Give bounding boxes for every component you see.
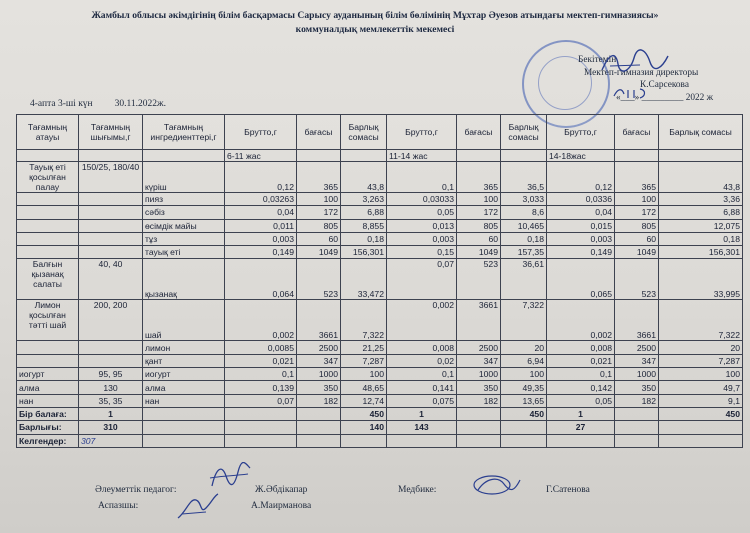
dish-name	[17, 219, 79, 232]
price-1: 805	[297, 219, 341, 232]
ingredient: алма	[143, 381, 225, 394]
price-2: 60	[457, 232, 501, 245]
total-1: 12,74	[341, 394, 387, 407]
total-3: 12,075	[659, 219, 743, 232]
col-price-2: бағасы	[457, 115, 501, 150]
total-2: 7,322	[501, 300, 547, 341]
dish-yield	[79, 206, 143, 219]
dish-name: Балғын қызанақ салаты	[17, 259, 79, 300]
total-2: 49,35	[501, 381, 547, 394]
gross-3: 0,015	[547, 219, 615, 232]
price-1: 347	[297, 354, 341, 367]
total-2: 20	[501, 341, 547, 354]
pedagog-label: Әлеуметтік педагог:	[95, 485, 177, 495]
approval-date: «___» _________ 2022 ж	[616, 92, 714, 103]
gross-3: 0,12	[547, 162, 615, 193]
price-3: 100	[615, 193, 659, 206]
gross-3: 0,0336	[547, 193, 615, 206]
approval-title: Бекітемін	[578, 55, 617, 65]
price-2: 3661	[457, 300, 501, 341]
dish-name: Тауық еті қосылған палау	[17, 162, 79, 193]
pedagog-name: Ж.Әбдікапар	[255, 485, 308, 495]
handwritten-date-icon	[612, 86, 652, 100]
gross-3: 0,021	[547, 354, 615, 367]
dish-yield	[79, 232, 143, 245]
dish-name	[17, 206, 79, 219]
total-3: 156,301	[659, 246, 743, 259]
gross-1: 0,1	[225, 368, 297, 381]
gross-2: 0,1	[387, 368, 457, 381]
col-total-1: Барлық сомасы	[341, 115, 387, 150]
age-group-1: 6-11 жас	[225, 150, 297, 162]
gross-2: 0,1	[387, 162, 457, 193]
approval-position: Мектеп-гимназия директоры	[584, 67, 699, 78]
dish-name	[17, 341, 79, 354]
cook-label: Аспазшы:	[98, 501, 139, 511]
total-2: 10,465	[501, 219, 547, 232]
price-3: 182	[615, 394, 659, 407]
table-row	[17, 300, 743, 341]
price-2: 350	[457, 381, 501, 394]
col-ingredients: Тағамның ингредиенттері,г	[143, 115, 225, 150]
total-3: 7,322	[659, 300, 743, 341]
gross-3: 0,1	[547, 368, 615, 381]
total-1: 100	[341, 368, 387, 381]
total-2: 8,6	[501, 206, 547, 219]
price-3: 350	[615, 381, 659, 394]
price-1: 60	[297, 232, 341, 245]
total-1: 21,25	[341, 341, 387, 354]
dish-yield	[79, 193, 143, 206]
total-2: 36,5	[501, 162, 547, 193]
gross-1: 0,04	[225, 206, 297, 219]
gross-2: 0,03033	[387, 193, 457, 206]
age-group-3: 14-18жас	[547, 150, 615, 162]
dish-name: нан	[17, 394, 79, 407]
table-row	[17, 162, 743, 193]
dish-name	[17, 246, 79, 259]
table-row	[17, 381, 743, 394]
gross-3: 0,04	[547, 206, 615, 219]
price-1: 182	[297, 394, 341, 407]
medic-name: Г.Сатенова	[546, 485, 590, 495]
total-1: 7,287	[341, 354, 387, 367]
per-child-total-1: 450	[341, 407, 387, 420]
price-2: 1049	[457, 246, 501, 259]
price-1: 1049	[297, 246, 341, 259]
col-yield: Тағамның шығымы,г	[79, 115, 143, 150]
gross-3: 0,002	[547, 300, 615, 341]
total-1: 33,472	[341, 259, 387, 300]
gross-1: 0,12	[225, 162, 297, 193]
price-2: 1000	[457, 368, 501, 381]
age-group-2: 11-14 жас	[387, 150, 457, 162]
ingredient: қант	[143, 354, 225, 367]
menu-table-body	[17, 162, 743, 448]
total-2: 100	[501, 368, 547, 381]
gross-2: 0,008	[387, 341, 457, 354]
dish-name	[17, 193, 79, 206]
price-3: 2500	[615, 341, 659, 354]
total-2: 6,94	[501, 354, 547, 367]
total-3: 3,36	[659, 193, 743, 206]
cook-name: А.Маирманова	[251, 501, 312, 511]
per-child-total-2: 450	[501, 407, 547, 420]
count-group-2: 143	[387, 421, 457, 434]
col-total-2: Барлық сомасы	[501, 115, 547, 150]
price-2: 2500	[457, 341, 501, 354]
price-1: 2500	[297, 341, 341, 354]
price-3: 1049	[615, 246, 659, 259]
dish-yield: 150/25, 180/40	[79, 162, 143, 193]
menu-day-line	[30, 99, 166, 109]
dish-yield: 95, 95	[79, 368, 143, 381]
ingredient: лимон	[143, 341, 225, 354]
ingredient: тұз	[143, 232, 225, 245]
col-price-1: бағасы	[297, 115, 341, 150]
price-2: 347	[457, 354, 501, 367]
document-header	[18, 9, 732, 37]
total-3: 20	[659, 341, 743, 354]
total-2: 3,033	[501, 193, 547, 206]
medic-signature-icon	[470, 472, 522, 498]
medic-label: Медбике:	[398, 485, 437, 495]
total-1: 6,88	[341, 206, 387, 219]
col-price-3: бағасы	[615, 115, 659, 150]
total-3: 9,1	[659, 394, 743, 407]
price-3: 365	[615, 162, 659, 193]
total-3: 49,7	[659, 381, 743, 394]
gross-2: 0,003	[387, 232, 457, 245]
gross-1: 0,149	[225, 246, 297, 259]
price-3: 60	[615, 232, 659, 245]
total-1: 48,65	[341, 381, 387, 394]
price-3: 347	[615, 354, 659, 367]
total-3: 43,8	[659, 162, 743, 193]
price-1: 1000	[297, 368, 341, 381]
table-row	[17, 341, 743, 354]
gross-2: 0,07	[387, 259, 457, 300]
gross-1: 0,064	[225, 259, 297, 300]
per-child-group-3: 1	[547, 407, 615, 420]
ingredient: шай	[143, 300, 225, 341]
count-group-3: 27	[547, 421, 615, 434]
dish-yield: 35, 35	[79, 394, 143, 407]
gross-1: 0,03263	[225, 193, 297, 206]
per-child-total-3: 450	[659, 407, 743, 420]
total-2: 0,18	[501, 232, 547, 245]
table-row	[17, 354, 743, 367]
menu-cost-table	[16, 114, 743, 448]
gross-2: 0,075	[387, 394, 457, 407]
total-2: 13,65	[501, 394, 547, 407]
count-row	[17, 421, 743, 434]
gross-3: 0,142	[547, 381, 615, 394]
total-3: 0,18	[659, 232, 743, 245]
price-1: 365	[297, 162, 341, 193]
per-child-group-2: 1	[387, 407, 457, 420]
col-gross-3: Брутто,г	[547, 115, 615, 150]
gross-1: 0,07	[225, 394, 297, 407]
ingredient: қызанақ	[143, 259, 225, 300]
count-label: Барлығы:	[17, 421, 79, 434]
total-3: 7,287	[659, 354, 743, 367]
gross-1: 0,021	[225, 354, 297, 367]
table-header-row	[17, 115, 743, 150]
ingredient: иогурт	[143, 368, 225, 381]
dish-yield	[79, 354, 143, 367]
dish-yield	[79, 246, 143, 259]
col-gross-1: Брутто,г	[225, 115, 297, 150]
table-row	[17, 368, 743, 381]
per-child-row	[17, 407, 743, 420]
price-3: 523	[615, 259, 659, 300]
gross-3: 0,003	[547, 232, 615, 245]
col-total-3: Барлық сомасы	[659, 115, 743, 150]
visitors-value: 307	[79, 434, 143, 447]
gross-2: 0,141	[387, 381, 457, 394]
ingredient: нан	[143, 394, 225, 407]
table-row	[17, 232, 743, 245]
col-gross-2: Брутто,г	[387, 115, 457, 150]
gross-3: 0,05	[547, 394, 615, 407]
price-2: 523	[457, 259, 501, 300]
price-2: 100	[457, 193, 501, 206]
price-1: 523	[297, 259, 341, 300]
table-row	[17, 246, 743, 259]
menu-day-label: 4-апта 3-ші күн	[30, 99, 93, 109]
header-line-2: коммуналдық мемлекеттік мекемесі	[295, 24, 455, 35]
dish-yield: 40, 40	[79, 259, 143, 300]
col-dish: Тағамның атауы	[17, 115, 79, 150]
table-row	[17, 259, 743, 300]
gross-1: 0,011	[225, 219, 297, 232]
gross-1: 0,139	[225, 381, 297, 394]
price-2: 365	[457, 162, 501, 193]
gross-3: 0,008	[547, 341, 615, 354]
price-3: 1000	[615, 368, 659, 381]
gross-1: 0,003	[225, 232, 297, 245]
total-1: 156,301	[341, 246, 387, 259]
visitors-label: Келгендер:	[17, 434, 79, 447]
dish-yield	[79, 219, 143, 232]
ingredient: күріш	[143, 162, 225, 193]
price-1: 172	[297, 206, 341, 219]
total-1: 3,263	[341, 193, 387, 206]
pedagog-signature-icon	[208, 462, 252, 490]
dish-name	[17, 232, 79, 245]
header-line-1: Жамбыл облысы әкімдігінің білім басқармасы Сарысу ауданының білім бөлімінің Мұхтар Әуезов атындағы мектеп-гимназиясы»	[91, 10, 659, 21]
dish-yield: 200, 200	[79, 300, 143, 341]
price-3: 805	[615, 219, 659, 232]
price-3: 3661	[615, 300, 659, 341]
table-row	[17, 219, 743, 232]
price-1: 3661	[297, 300, 341, 341]
gross-1: 0,0085	[225, 341, 297, 354]
per-child-label: Бір балаға:	[17, 407, 79, 420]
dish-name: Лимон қосылған тәтті шай	[17, 300, 79, 341]
cook-signature-icon	[176, 492, 220, 522]
table-row	[17, 193, 743, 206]
count-group-1: 140	[341, 421, 387, 434]
gross-2: 0,013	[387, 219, 457, 232]
total-3: 6,88	[659, 206, 743, 219]
table-row	[17, 206, 743, 219]
gross-2: 0,15	[387, 246, 457, 259]
total-1: 0,18	[341, 232, 387, 245]
ingredient: тауық еті	[143, 246, 225, 259]
ingredient: сәбіз	[143, 206, 225, 219]
price-1: 350	[297, 381, 341, 394]
dish-name	[17, 354, 79, 367]
gross-3: 0,149	[547, 246, 615, 259]
ingredient: өсімдік майы	[143, 219, 225, 232]
gross-2: 0,002	[387, 300, 457, 341]
menu-date: 30.11.2022ж.	[114, 99, 166, 109]
approval-director-name: К.Сарсекова	[640, 80, 689, 90]
price-1: 100	[297, 193, 341, 206]
age-group-row	[17, 150, 743, 162]
price-2: 172	[457, 206, 501, 219]
count-yield: 310	[79, 421, 143, 434]
total-2: 157,35	[501, 246, 547, 259]
director-signature-icon	[600, 48, 670, 76]
gross-2: 0,05	[387, 206, 457, 219]
price-3: 172	[615, 206, 659, 219]
dish-yield	[79, 341, 143, 354]
total-2: 36,61	[501, 259, 547, 300]
total-1: 8,855	[341, 219, 387, 232]
total-1: 7,322	[341, 300, 387, 341]
gross-3: 0,065	[547, 259, 615, 300]
gross-1: 0,002	[225, 300, 297, 341]
gross-2: 0,02	[387, 354, 457, 367]
dish-name: алма	[17, 381, 79, 394]
visitors-row	[17, 434, 743, 447]
total-1: 43,8	[341, 162, 387, 193]
price-2: 182	[457, 394, 501, 407]
table-row	[17, 394, 743, 407]
price-2: 805	[457, 219, 501, 232]
total-3: 100	[659, 368, 743, 381]
dish-name: иогурт	[17, 368, 79, 381]
ingredient: пияз	[143, 193, 225, 206]
per-child-yield: 1	[79, 407, 143, 420]
total-3: 33,995	[659, 259, 743, 300]
dish-yield: 130	[79, 381, 143, 394]
